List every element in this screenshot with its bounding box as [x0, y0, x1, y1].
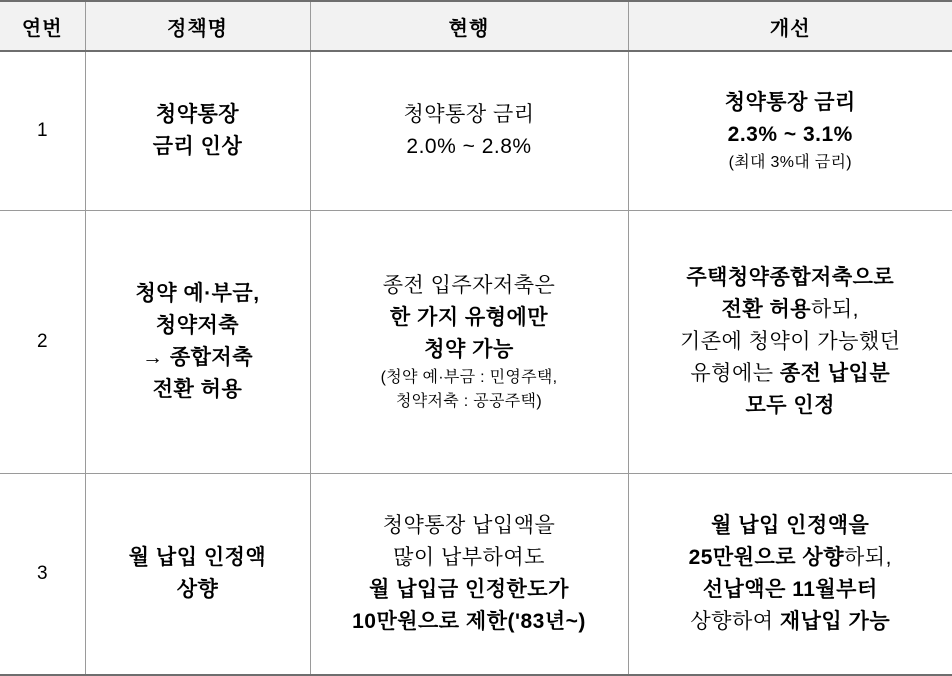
current-cell	[310, 211, 628, 474]
policy-name-text: 청약통장 금리 인상	[86, 89, 310, 173]
improved-line: 25만원으로 상향하되,	[635, 542, 947, 574]
improved-line: 상향하여 재납입 가능	[635, 606, 947, 638]
column-header-no: 연번	[0, 1, 85, 51]
current-cell	[310, 474, 628, 676]
improved-cell	[628, 211, 952, 474]
column-header-current: 현행	[310, 1, 628, 51]
improved-line: 기존에 청약이 가능했던	[635, 326, 947, 358]
table-row	[0, 51, 952, 211]
current-text: 종전 입주자저축은 한 가지 유형에만 청약 가능 (청약 예·부금 : 민영주택, 청약저축 : 공공주택)	[311, 260, 628, 424]
column-header-improved: 개선	[628, 1, 952, 51]
current-cell	[310, 51, 628, 211]
policy-name-cell	[85, 211, 310, 474]
row-number: 2	[0, 211, 85, 474]
policy-name-cell	[85, 474, 310, 676]
improved-text: 청약통장 금리 2.3% ~ 3.1% (최대 3%대 금리)	[629, 77, 952, 185]
improved-cell	[628, 474, 952, 676]
policy-name-text: 청약 예·부금, 청약저축 → 종합저축 전환 허용	[86, 268, 310, 416]
current-text: 청약통장 금리 2.0% ~ 2.8%	[311, 89, 628, 173]
column-header-name: 정책명	[85, 1, 310, 51]
policy-name-cell	[85, 51, 310, 211]
table-row	[0, 211, 952, 474]
row-number: 1	[0, 51, 85, 211]
improved-line: 전환 허용하되,	[635, 294, 947, 326]
improved-line: 월 납입 인정액을	[635, 510, 947, 542]
policy-name-text: 월 납입 인정액 상향	[86, 532, 310, 616]
table-row	[0, 474, 952, 676]
current-text: 청약통장 납입액을 많이 납부하여도 월 납입금 인정한도가 10만원으로 제한('83년~)	[311, 500, 628, 648]
improved-line: 모두 인정	[635, 390, 947, 422]
improved-line: 선납액은 11월부터	[635, 574, 947, 606]
improved-cell	[628, 51, 952, 211]
improved-line: 유형에는 종전 납입분	[635, 358, 947, 390]
table-header-row	[0, 1, 952, 51]
improved-text	[629, 252, 952, 432]
improved-text	[629, 500, 952, 648]
row-number: 3	[0, 474, 85, 676]
improved-line: 주택청약종합저축으로	[635, 262, 947, 294]
